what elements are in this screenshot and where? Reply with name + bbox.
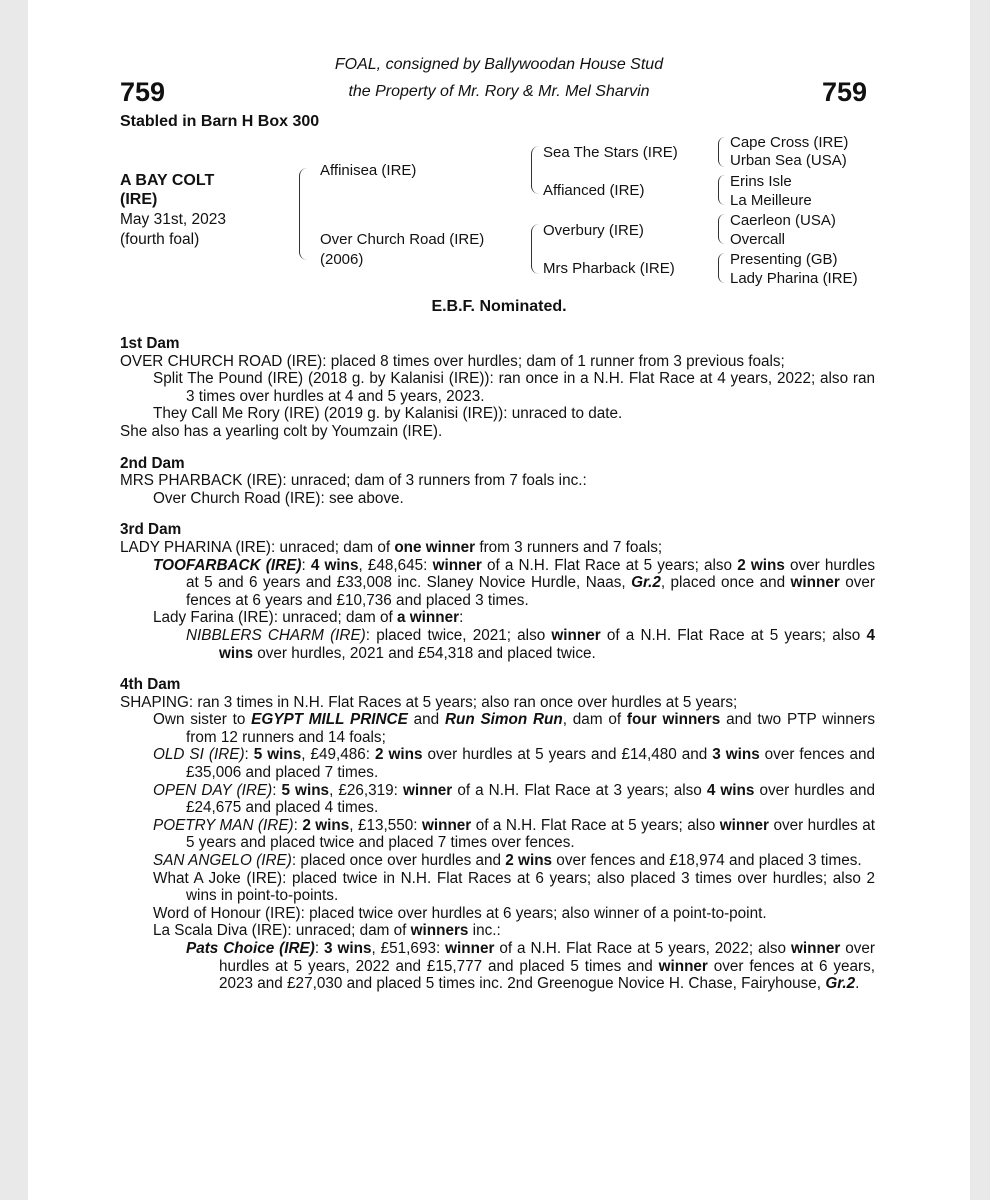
consignment-line-1: FOAL, consigned by Ballywoodan House Stud xyxy=(334,56,664,73)
consignment-line-2: the Property of Mr. Rory & Mr. Mel Sharvin xyxy=(348,83,650,100)
fourth-dam-produce-what-a-joke: What A Joke (IRE): placed twice in N.H. Flat Races at 6 years; also placed 3 times over hurdles; also 2 wins in point-to-points. xyxy=(153,869,875,905)
fourth-dam-produce-open-day: OPEN DAY (IRE): 5 wins, £26,319: winner of a N.H. Flat Race at 3 years; also 4 wins over hurdles and £24,675 and placed 4 times. xyxy=(153,781,875,817)
first-dam-entry: OVER CHURCH ROAD (IRE): placed 8 times over hurdles; dam of 1 runner from 3 previous foals; xyxy=(120,352,785,370)
third-dam-produce-lady-farina: Lady Farina (IRE): unraced; dam of a winner: xyxy=(153,609,464,627)
pedigree-brace-g3-4 xyxy=(718,253,725,283)
pedigree-dam-year: (2006) xyxy=(320,251,364,268)
first-dam-title: 1st Dam xyxy=(120,335,180,352)
first-dam-yearling: She also has a yearling colt by Youmzain (IRE). xyxy=(120,422,443,440)
pedigree-g3-1: Cape Cross (IRE) xyxy=(730,134,849,151)
first-dam-produce-2: They Call Me Rory (IRE) (2019 g. by Kalanisi (IRE)): unraced to date. xyxy=(153,405,623,423)
pedigree-brace-g3-1 xyxy=(718,137,725,167)
fourth-dam-produce-poetry-man: POETRY MAN (IRE): 2 wins, £13,550: winner of a N.H. Flat Race at 5 years; also winner over hurdles at 5 years and placed twice and placed 7 times over fences. xyxy=(153,816,876,852)
fourth-dam-grandproduce-pats-choice: Pats Choice (IRE): 3 wins, £51,693: winner of a N.H. Flat Race at 5 years, 2022; also winner over hurdles at 5 years, 2022 and £15,777 and placed 5 times and winner over fences at 6 years, 2023 and £27,030 and placed 5 times inc. 2nd Greenogue Novice H. Chase, Fairyhouse, Gr.2. xyxy=(186,940,875,993)
pedigree-brace-sire xyxy=(531,146,539,194)
pedigree-g3-5: Caerleon (USA) xyxy=(730,212,836,229)
pedigree-g3-4: La Meilleure xyxy=(730,192,812,209)
stabled-location: Stabled in Barn H Box 300 xyxy=(120,113,320,130)
third-dam-entry: LADY PHARINA (IRE): unraced; dam of one winner from 3 runners and 7 foals; xyxy=(120,538,663,556)
first-dam-produce-1: Split The Pound (IRE) (2018 g. by Kalanisi (IRE)): ran once in a N.H. Flat Race at 4 years, 2022; also ran 3 times over hurdles at 4 and 5 years, 2023. xyxy=(153,370,875,405)
pedigree-g3-7: Presenting (GB) xyxy=(730,251,838,268)
third-dam-produce-toofarback: TOOFARBACK (IRE): 4 wins, £48,645: winner of a N.H. Flat Race at 5 years; also 2 wins over hurdles at 5 and 6 years and £33,008 inc. Slaney Novice Hurdle, Naas, Gr.2, placed once and winner over fences at 6 years and £10,736 and placed 3 times. xyxy=(153,556,876,609)
catalogue-page xyxy=(28,0,970,1200)
horse-description: A BAY COLT xyxy=(120,172,215,189)
fourth-dam-produce-la-scala-diva: La Scala Diva (IRE): unraced; dam of winners inc.: xyxy=(153,922,501,940)
fourth-dam-produce-old-si: OLD SI (IRE): 5 wins, £49,486: 2 wins over hurdles at 5 years and £14,480 and 3 wins over fences and £35,006 and placed 7 times. xyxy=(153,746,875,782)
pedigree-g3-2: Urban Sea (USA) xyxy=(730,152,847,169)
pedigree-g3-3: Erins Isle xyxy=(730,173,792,190)
fourth-dam-produce-word-of-honour: Word of Honour (IRE): placed twice over hurdles at 6 years; also winner of a point-to-point. xyxy=(153,904,767,922)
lot-number-left: 759 xyxy=(120,77,166,107)
pedigree-brace-gen1 xyxy=(299,168,308,260)
second-dam-entry: MRS PHARBACK (IRE): unraced; dam of 3 runners from 7 foals inc.: xyxy=(120,472,587,490)
fourth-dam-title: 4th Dam xyxy=(120,676,181,694)
third-dam-grandproduce-nibblers-charm: NIBBLERS CHARM (IRE): placed twice, 2021; also winner of a N.H. Flat Race at 5 years; also 4 wins over hurdles, 2021 and £54,318 and placed twice. xyxy=(186,626,875,662)
fourth-dam-sister-note: Own sister to EGYPT MILL PRINCE and Run Simon Run, dam of four winners and two PTP winners from 12 runners and 14 foals; xyxy=(153,711,875,746)
pedigree-brace-g3-2 xyxy=(718,175,725,205)
pedigree-dam-dam: Mrs Pharback (IRE) xyxy=(543,260,675,277)
pedigree-brace-dam xyxy=(531,224,539,274)
lot-number-right: 759 xyxy=(822,77,868,107)
pedigree-dam-sire: Overbury (IRE) xyxy=(543,222,644,239)
second-dam-produce-1: Over Church Road (IRE): see above. xyxy=(153,489,404,507)
fourth-dam-entry: SHAPING: ran 3 times in N.H. Flat Races at 5 years; also ran once over hurdles at 5 years; xyxy=(120,693,738,711)
ebf-nominated: E.B.F. Nominated. xyxy=(431,298,567,315)
foaling-date: May 31st, 2023 xyxy=(120,211,226,228)
foal-note: (fourth foal) xyxy=(120,231,200,248)
pedigree-dam: Over Church Road (IRE) xyxy=(320,231,485,248)
pedigree-g3-8: Lady Pharina (IRE) xyxy=(730,270,858,287)
family-tree-text xyxy=(120,335,875,993)
third-dam-title: 3rd Dam xyxy=(120,521,182,539)
pedigree-sire-sire: Sea The Stars (IRE) xyxy=(543,144,678,161)
pedigree-brace-g3-3 xyxy=(718,214,725,244)
pedigree-g3-6: Overcall xyxy=(730,231,786,248)
pedigree-sire-dam: Affianced (IRE) xyxy=(543,182,645,199)
pedigree-sire: Affinisea (IRE) xyxy=(320,162,417,179)
second-dam-title: 2nd Dam xyxy=(120,454,185,472)
fourth-dam-produce-san-angelo: SAN ANGELO (IRE): placed once over hurdles and 2 wins over fences and £18,974 and placed 3 times. xyxy=(153,852,862,870)
horse-origin: (IRE) xyxy=(120,191,158,208)
